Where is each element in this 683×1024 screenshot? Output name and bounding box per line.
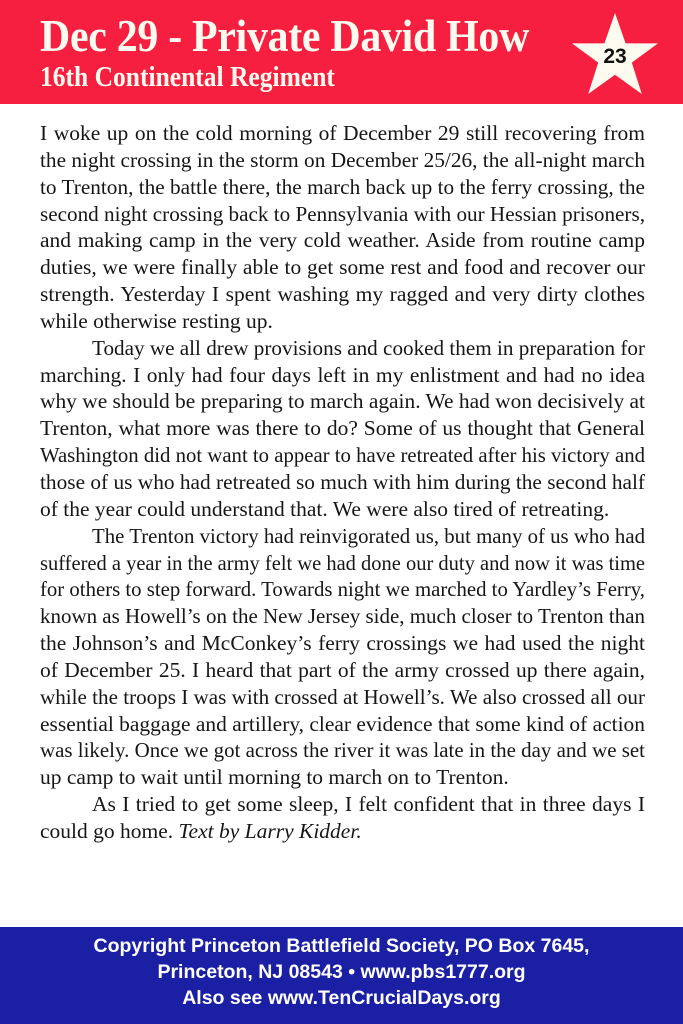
text-line [40,469,645,496]
author-credit: Text by Larry Kidder. [178,818,362,843]
header-banner [0,0,683,104]
text-line-content: known as Howell’s on the New Jersey side, much closer to Trenton than [40,604,645,629]
footer-banner [0,927,683,1024]
text-line-content: The Trenton victory had reinvigorated us, but many of us who had [92,523,645,548]
text-line [40,362,645,389]
text-line [40,442,645,469]
text-line-content: Trenton, what more was there to do? Some of us thought that General [40,416,645,441]
text-line [40,576,645,603]
text-line [40,147,645,174]
paragraph [40,523,645,791]
text-line-content: was likely. Once we got across the river it was late in the day and we set [40,738,645,763]
text-line-content: why we should be preparing to march again. We had won decisively at [40,389,645,414]
text-line [40,764,645,791]
paragraph [40,791,645,845]
text-line [40,684,645,711]
text-line-content: suffered a year in the army felt we had done our duty and now it was time [40,550,645,575]
text-line [40,818,645,845]
text-line-content: Washington did not want to appear to have retreated after his victory and [40,443,645,468]
text-line-content: and making camp in the very cold weather. Aside from routine camp [40,228,645,253]
text-line [40,791,645,818]
article-body [40,120,645,845]
badge-number: 23 [603,45,627,68]
text-line [40,711,645,738]
text-line-content: second night crossing back to Pennsylvania with our Hessian prisoners, [40,201,645,226]
text-line-content: of the year could understand that. We were also tired of retreating. [40,496,610,521]
text-line [40,227,645,254]
text-line [40,550,645,577]
paragraph [40,335,645,523]
footer-copyright: Copyright Princeton Battlefield Society, PO Box 7645, [93,935,590,957]
text-line-content: of December 25. I heard that part of the army crossed up there again, [40,657,645,682]
text-line-content: those of us who had retreated so much with him during the second half [40,469,645,494]
text-line-content: I woke up on the cold morning of December 29 still recovering from [40,121,645,145]
text-line [40,335,645,362]
text-line-content: while otherwise resting up. [40,308,273,333]
text-line [40,657,645,684]
text-line-content: As I tried to get some sleep, I felt confident that in three days I [92,792,645,817]
text-line-content: up camp to wait until morning to march on to Trenton. [40,765,509,790]
text-line-content: could go home. Text by Larry Kidder. [40,818,362,843]
text-line [40,388,645,415]
text-line [40,630,645,657]
text-line-content: marching. I only had four days left in my enlistment and had no idea [40,362,645,387]
text-line [40,496,645,523]
text-line [40,254,645,281]
text-line [40,603,645,630]
text-line-content: duties, we were finally able to get some rest and food and recover our [40,255,645,280]
text-line [40,308,645,335]
text-line [40,120,645,147]
text-line-content: strength. Yesterday I spent washing my ragged and very dirty clothes [40,282,645,307]
text-line-content: the night crossing in the storm on December 25/26, the all-night march [40,147,645,172]
text-line [40,281,645,308]
page-title: Dec 29 - Private David How [40,11,530,61]
text-line [40,201,645,228]
text-line [40,737,645,764]
text-line-content: while the troops I was with crossed at Howell’s. We also crossed all our [40,684,645,709]
footer-address-link[interactable]: Princeton, NJ 08543 • www.pbs1777.org [157,961,526,983]
text-line-content: essential baggage and artillery, clear evidence that some kind of action [40,711,645,736]
text-line-content: the Johnson’s and McConkey’s ferry crossings we had used the night [40,631,645,656]
footer-website-link[interactable]: Also see www.TenCrucialDays.org [182,987,501,1009]
text-line [40,174,645,201]
paragraph [40,120,645,335]
text-line [40,415,645,442]
text-line-content: for others to step forward. Towards night we marched to Yardley’s Ferry, [40,577,645,602]
star-badge [570,11,660,97]
text-line-content: to Trenton, the battle there, the march back up to the ferry crossing, the [40,174,645,199]
page-subtitle: 16th Continental Regiment [40,61,335,93]
text-line [40,523,645,550]
text-line-content: Today we all drew provisions and cooked them in preparation for [92,335,645,360]
